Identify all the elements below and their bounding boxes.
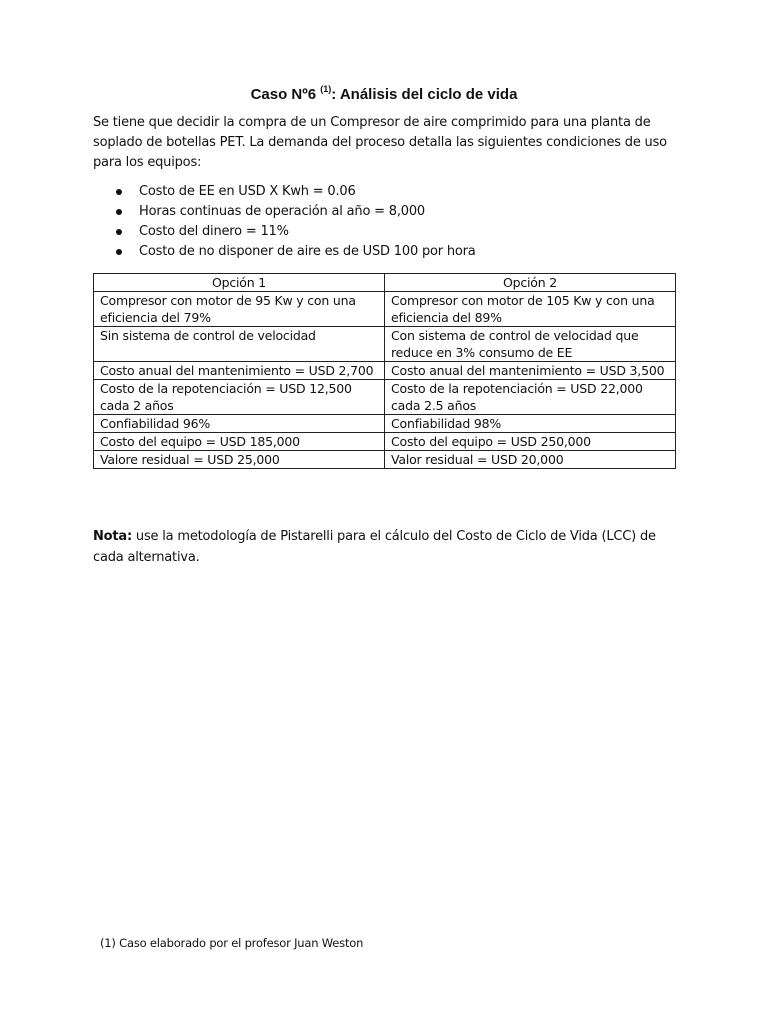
bullet-icon	[116, 189, 122, 195]
note-text: use la metodología de Pistarelli para el cálculo del Costo de Ciclo de Vida (LCC) de cada alternativa.	[93, 529, 656, 565]
title-main: Caso Nº6	[250, 86, 321, 103]
table-cell: Valore residual = USD 25,000	[94, 451, 385, 469]
table-cell: Costo anual del mantenimiento = USD 2,700	[94, 362, 385, 380]
column-header-option-1: Opción 1	[94, 274, 385, 292]
footnote: (1) Caso elaborado por el profesor Juan Weston	[100, 936, 364, 950]
bullet-icon	[116, 209, 122, 215]
table-row	[94, 327, 676, 362]
table-row	[94, 451, 676, 469]
table-cell: Con sistema de control de velocidad que reduce en 3% consumo de EE	[385, 327, 676, 362]
table-row	[94, 415, 676, 433]
bullet-icon	[116, 229, 122, 235]
table-cell: Compresor con motor de 95 Kw y con una eficiencia del 79%	[94, 292, 385, 327]
options-table	[93, 273, 676, 469]
list-item-text: Costo de EE en USD X Kwh = 0.06	[139, 184, 356, 199]
conditions-list	[115, 182, 476, 262]
column-header-option-2: Opción 2	[385, 274, 676, 292]
table-row	[94, 433, 676, 451]
list-item	[115, 202, 476, 222]
table-cell: Costo de la repotenciación = USD 22,000 cada 2.5 años	[385, 380, 676, 415]
list-item	[115, 182, 476, 202]
bullet-icon	[116, 249, 122, 255]
page-title	[0, 84, 768, 103]
table-cell: Costo del equipo = USD 250,000	[385, 433, 676, 451]
list-item-text: Horas continuas de operación al año = 8,000	[139, 204, 425, 219]
table-cell: Costo de la repotenciación = USD 12,500 cada 2 años	[94, 380, 385, 415]
intro-paragraph: Se tiene que decidir la compra de un Compresor de aire comprimido para una planta de soplado de botellas PET. La demanda del proceso detalla las siguientes condiciones de uso para los equipos:	[93, 115, 667, 170]
table-cell: Valor residual = USD 20,000	[385, 451, 676, 469]
table-cell: Sin sistema de control de velocidad	[94, 327, 385, 362]
table-header-row	[94, 274, 676, 292]
list-item	[115, 222, 476, 242]
note-paragraph	[93, 526, 683, 568]
table-cell: Costo anual del mantenimiento = USD 3,500	[385, 362, 676, 380]
note-label: Nota:	[93, 529, 132, 544]
table-cell: Compresor con motor de 105 Kw y con una eficiencia del 89%	[385, 292, 676, 327]
title-rest: : Análisis del ciclo de vida	[331, 86, 518, 103]
table-row	[94, 380, 676, 415]
footnote-marker: (1)	[320, 84, 332, 94]
table-cell: Costo del equipo = USD 185,000	[94, 433, 385, 451]
list-item	[115, 242, 476, 262]
table-cell: Confiabilidad 98%	[385, 415, 676, 433]
table-cell: Confiabilidad 96%	[94, 415, 385, 433]
table-row	[94, 362, 676, 380]
list-item-text: Costo del dinero = 11%	[139, 224, 289, 239]
list-item-text: Costo de no disponer de aire es de USD 100 por hora	[139, 244, 476, 259]
table-row	[94, 292, 676, 327]
